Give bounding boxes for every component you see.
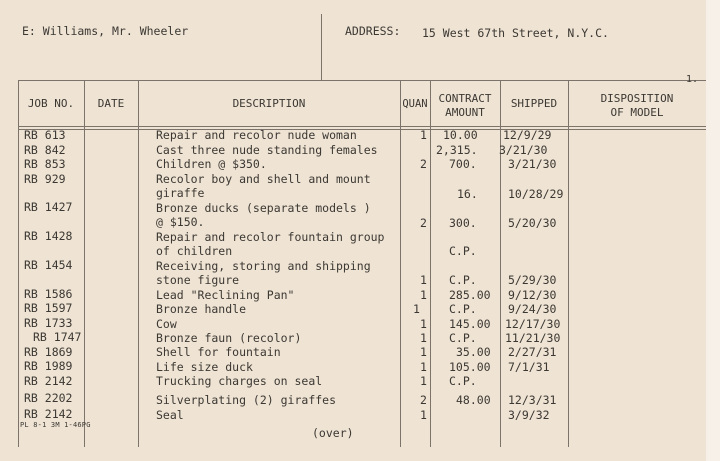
- row-quan: 1: [420, 345, 427, 359]
- form-code: PL 8-1 3M 1-46PG: [20, 421, 91, 429]
- header-disposition: DISPOSITION: [600, 92, 674, 105]
- row-desc: giraffe: [156, 186, 205, 200]
- row-job: RB 842: [24, 143, 66, 157]
- row-amount: 300.: [449, 216, 477, 230]
- row-desc: Seal: [156, 408, 184, 422]
- header-amount: AMOUNT: [445, 106, 485, 119]
- row-shipped: 3/21/30: [508, 157, 557, 171]
- header-of-model: OF MODEL: [610, 106, 664, 119]
- row-shipped: 12/9/29: [503, 128, 552, 142]
- header-shipped: SHIPPED: [510, 97, 558, 110]
- row-desc: Lead "Reclining Pan": [156, 288, 295, 302]
- col-divider-desc: [400, 80, 401, 447]
- row-quan: 1: [420, 360, 427, 374]
- row-amount: 35.00: [456, 345, 491, 359]
- row-shipped: 7/1/31: [508, 360, 550, 374]
- row-desc: Cast three nude standing females: [156, 143, 378, 157]
- row-desc: Bronze ducks (separate models ): [156, 201, 371, 215]
- header-description: DESCRIPTION: [232, 97, 306, 110]
- row-quan: 2: [420, 157, 427, 171]
- row-desc: of children: [156, 244, 233, 258]
- row-shipped: 3/9/32: [508, 408, 550, 422]
- row-job: RB 1597: [24, 301, 73, 315]
- row-amount: 105.00: [449, 360, 491, 374]
- row-job: RB 1454: [24, 258, 73, 272]
- row-job: RB 1428: [24, 229, 73, 243]
- row-shipped: 3/21/30: [499, 143, 548, 157]
- header-bottom-rule-1: [18, 126, 706, 127]
- row-job: RB 1427: [24, 200, 73, 214]
- name-address-divider: [321, 14, 322, 81]
- row-desc: Cow: [156, 317, 177, 331]
- row-desc: stone figure: [156, 273, 240, 287]
- row-job: RB 929: [24, 172, 66, 186]
- row-shipped: 12/3/31: [508, 393, 557, 407]
- col-divider-shipped: [568, 80, 569, 447]
- row-amount: C.P.: [449, 244, 477, 258]
- row-amount: 16.: [457, 187, 478, 201]
- row-amount: 285.00: [449, 288, 491, 302]
- row-job: RB 613: [24, 128, 66, 142]
- row-quan: 1: [413, 302, 420, 316]
- row-amount: C.P.: [449, 374, 477, 388]
- card-edge: [706, 0, 720, 461]
- table-left-border: [18, 80, 19, 447]
- row-quan: 1: [420, 128, 427, 142]
- address-value: 15 West 67th Street, N.Y.C.: [422, 26, 609, 40]
- col-divider-job: [84, 80, 85, 447]
- row-amount: 48.00: [456, 393, 491, 407]
- header-date: DATE: [97, 97, 125, 110]
- row-desc: Life size duck: [156, 360, 253, 374]
- row-job: RB 853: [24, 157, 66, 171]
- row-shipped: 11/21/30: [505, 331, 561, 345]
- row-quan: 2: [420, 216, 427, 230]
- row-quan: 1: [420, 331, 427, 345]
- row-desc: Trucking charges on seal: [156, 374, 323, 388]
- header-top-rule: [18, 80, 706, 81]
- row-desc: Shell for fountain: [156, 345, 281, 359]
- row-shipped: 9/12/30: [508, 288, 557, 302]
- row-amount: 145.00: [449, 317, 491, 331]
- row-job: RB 2142: [24, 374, 73, 388]
- row-quan: 1: [420, 288, 427, 302]
- header-bottom-rule-2: [18, 129, 706, 130]
- row-job: RB 2202: [24, 391, 73, 405]
- row-quan: 1: [420, 273, 427, 287]
- header-contract: CONTRACT: [438, 92, 492, 105]
- row-amount: 2,315.: [436, 143, 478, 157]
- header-quan: QUAN: [402, 98, 428, 110]
- row-job: RB 2142: [24, 407, 73, 421]
- row-shipped: 5/20/30: [508, 216, 557, 230]
- row-job: RB 1869: [24, 345, 73, 359]
- row-amount: C.P.: [449, 331, 477, 345]
- row-job: RB 1989: [24, 359, 73, 373]
- page-number: 1.: [686, 74, 699, 85]
- row-job: RB 1733: [24, 316, 73, 330]
- over-note: (over): [312, 426, 354, 440]
- row-shipped: 12/17/30: [505, 317, 561, 331]
- row-desc: Repair and recolor fountain group: [156, 230, 385, 244]
- row-job: RB 1586: [24, 287, 73, 301]
- row-shipped: 5/29/30: [508, 273, 557, 287]
- row-desc: Children @ $350.: [156, 157, 267, 171]
- header-job-no: JOB NO.: [27, 97, 75, 110]
- row-desc: Bronze faun (recolor): [156, 331, 302, 345]
- row-shipped: 10/28/29: [508, 187, 564, 201]
- row-desc: Bronze handle: [156, 302, 247, 316]
- row-quan: 1: [420, 317, 427, 331]
- row-quan: 1: [420, 374, 427, 388]
- row-desc: Repair and recolor nude woman: [156, 128, 357, 142]
- row-amount: C.P.: [449, 302, 477, 316]
- row-desc: Recolor boy and shell and mount: [156, 172, 371, 186]
- col-divider-date: [138, 80, 139, 447]
- col-divider-amount: [500, 80, 501, 447]
- row-shipped: 2/27/31: [508, 345, 557, 359]
- row-desc: @ $150.: [156, 215, 205, 229]
- row-amount: 700.: [449, 157, 477, 171]
- row-desc: Receiving, storing and shipping: [156, 259, 371, 273]
- row-amount: C.P.: [449, 273, 477, 287]
- row-shipped: 9/24/30: [508, 302, 557, 316]
- col-divider-quan: [430, 80, 431, 447]
- row-quan: 2: [420, 393, 427, 407]
- row-quan: 1: [420, 408, 427, 422]
- row-desc: Silverplating (2) giraffes: [156, 393, 337, 407]
- row-amount: 10.00: [443, 128, 478, 142]
- address-label: ADDRESS:: [345, 24, 401, 38]
- client-name: E: Williams, Mr. Wheeler: [22, 24, 189, 38]
- row-job: RB 1747: [33, 330, 82, 344]
